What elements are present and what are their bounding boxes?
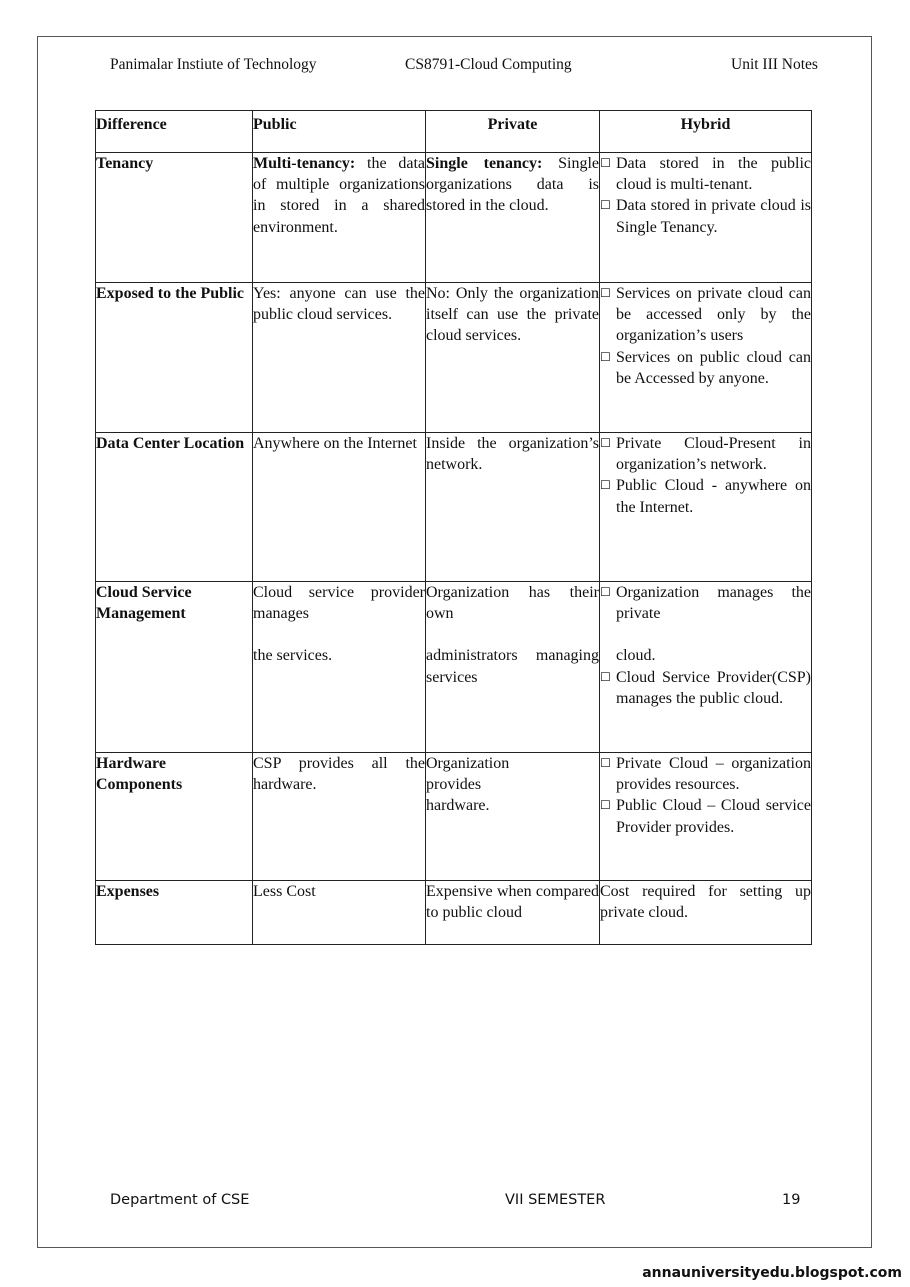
cell-private [426, 433, 600, 582]
hybrid-bullet-item [600, 433, 811, 475]
table-row [96, 153, 812, 283]
cell-public [253, 433, 426, 582]
hybrid-bullet-text: Public Cloud - anywhere on the Internet. [616, 477, 811, 516]
hybrid-bullet-item [600, 153, 811, 195]
hybrid-bullet-text: cloud. [616, 647, 656, 665]
hybrid-bullet-text: Private Cloud – organization provides resources. [616, 755, 811, 794]
missing-glyph-box-icon: ☐ [600, 669, 611, 684]
footer-department: Department of CSE [110, 1192, 250, 1208]
hybrid-bullet-text: Public Cloud – Cloud service Provider provides. [616, 797, 811, 836]
row-label-exposed: Exposed to the Public [96, 283, 253, 433]
cell-private-text: Organization has their own [426, 584, 599, 623]
table-row [96, 283, 812, 433]
header-institute: Panimalar Instiute of Technology [110, 56, 317, 73]
row-label-hardware: Hardware Components [96, 753, 253, 881]
header-unit: Unit III Notes [731, 56, 818, 73]
missing-glyph-box-icon: ☐ [600, 436, 611, 450]
cell-hybrid [600, 582, 812, 753]
cell-private [426, 283, 600, 433]
cell-public [253, 881, 426, 945]
cell-public [253, 582, 426, 753]
cell-hybrid [600, 753, 812, 881]
hybrid-bullet-item [600, 795, 811, 837]
header-course: CS8791-Cloud Computing [405, 56, 572, 73]
hybrid-bullet-item [600, 475, 811, 517]
row-label-tenancy: Tenancy [96, 153, 253, 283]
table-header-row [96, 111, 812, 153]
cloud-comparison-table [95, 110, 812, 945]
cell-hybrid-text: Cost required for setting up private cloud. [600, 883, 811, 922]
cell-private-text: Expensive when compared to public cloud [426, 883, 599, 922]
row-label-datacenter: Data Center Location [96, 433, 253, 582]
cell-hybrid [600, 153, 812, 283]
table-row [96, 753, 812, 881]
hybrid-bullet-text: Data stored in the public cloud is multi-tenant. [616, 155, 811, 194]
missing-glyph-box-icon: ☐ [600, 798, 611, 813]
missing-glyph-box-icon: ☐ [600, 156, 611, 170]
hybrid-bullet-item [600, 667, 811, 709]
footer-semester: VII SEMESTER [505, 1192, 606, 1208]
cell-private [426, 153, 600, 283]
cell-private [426, 881, 600, 945]
missing-glyph-box-icon: ☐ [600, 286, 611, 300]
cell-hybrid [600, 881, 812, 945]
hybrid-bullet-item [600, 753, 811, 795]
cell-public-text: CSP provides all the hardware. [253, 755, 425, 794]
cell-private [426, 582, 600, 753]
cell-public [253, 153, 426, 283]
column-header-private: Private [426, 111, 600, 153]
table-row [96, 433, 812, 582]
hybrid-bullet-text: Services on public cloud can be Accessed by anyone. [616, 348, 811, 387]
column-header-difference: Difference [96, 111, 253, 153]
column-header-public: Public [253, 111, 426, 153]
watermark-url: annauniversityedu.blogspot.com [642, 1265, 902, 1281]
cell-public [253, 283, 426, 433]
missing-glyph-box-icon: ☐ [600, 585, 611, 599]
cell-public-text: Yes: anyone can use the public cloud services. [253, 285, 425, 324]
cell-private-text: Inside the organization’s network. [426, 435, 599, 474]
row-label-management: Cloud Service Management [96, 582, 253, 753]
cell-public-text: Anywhere on the Internet [253, 435, 417, 452]
cell-private-text: administrators managing services [426, 647, 599, 686]
cell-public-bold: Multi-tenancy: [253, 155, 356, 172]
hybrid-bullet-text: Cloud Service Provider(CSP) manages the public cloud. [616, 668, 811, 707]
hybrid-bullet-item [600, 582, 811, 624]
cell-private-text: Single organizations data is stored in the cloud. [426, 155, 599, 215]
row-label-expenses: Expenses [96, 881, 253, 945]
hybrid-bullet-text: Services on private cloud can be accessed only by the organization’s users [616, 285, 811, 345]
hybrid-bullet-text: Organization manages the private [616, 584, 811, 623]
cell-hybrid [600, 433, 812, 582]
footer-page-number: 19 [782, 1192, 801, 1208]
cell-public-text: Less Cost [253, 883, 316, 900]
cell-public-text: Cloud service provider manages [253, 584, 425, 623]
cell-private-text: Organization provides hardware. [426, 755, 510, 815]
hybrid-bullet-item [600, 195, 811, 237]
column-header-hybrid: Hybrid [600, 111, 812, 153]
hybrid-bullet-item [600, 283, 811, 347]
hybrid-bullet-text: Private Cloud-Present in organization’s network. [616, 435, 811, 474]
cell-hybrid [600, 283, 812, 433]
missing-glyph-box-icon: ☐ [600, 349, 611, 364]
hybrid-bullet-text: Data stored in private cloud is Single Tenancy. [616, 197, 811, 236]
missing-glyph-box-icon: ☐ [600, 756, 611, 770]
cell-private [426, 753, 600, 881]
cell-public-text: the data of multiple organizations in stored in a shared environment. [253, 155, 425, 236]
missing-glyph-box-icon: ☐ [600, 478, 611, 493]
missing-glyph-box-icon: ☐ [600, 198, 611, 213]
cell-private-bold: Single tenancy: [426, 155, 543, 172]
cell-public-text: the services. [253, 647, 333, 665]
cell-public [253, 753, 426, 881]
table-row [96, 881, 812, 945]
cell-private-text: No: Only the organization itself can use the private cloud services. [426, 285, 599, 345]
table-row [96, 582, 812, 753]
hybrid-bullet-item [600, 347, 811, 389]
